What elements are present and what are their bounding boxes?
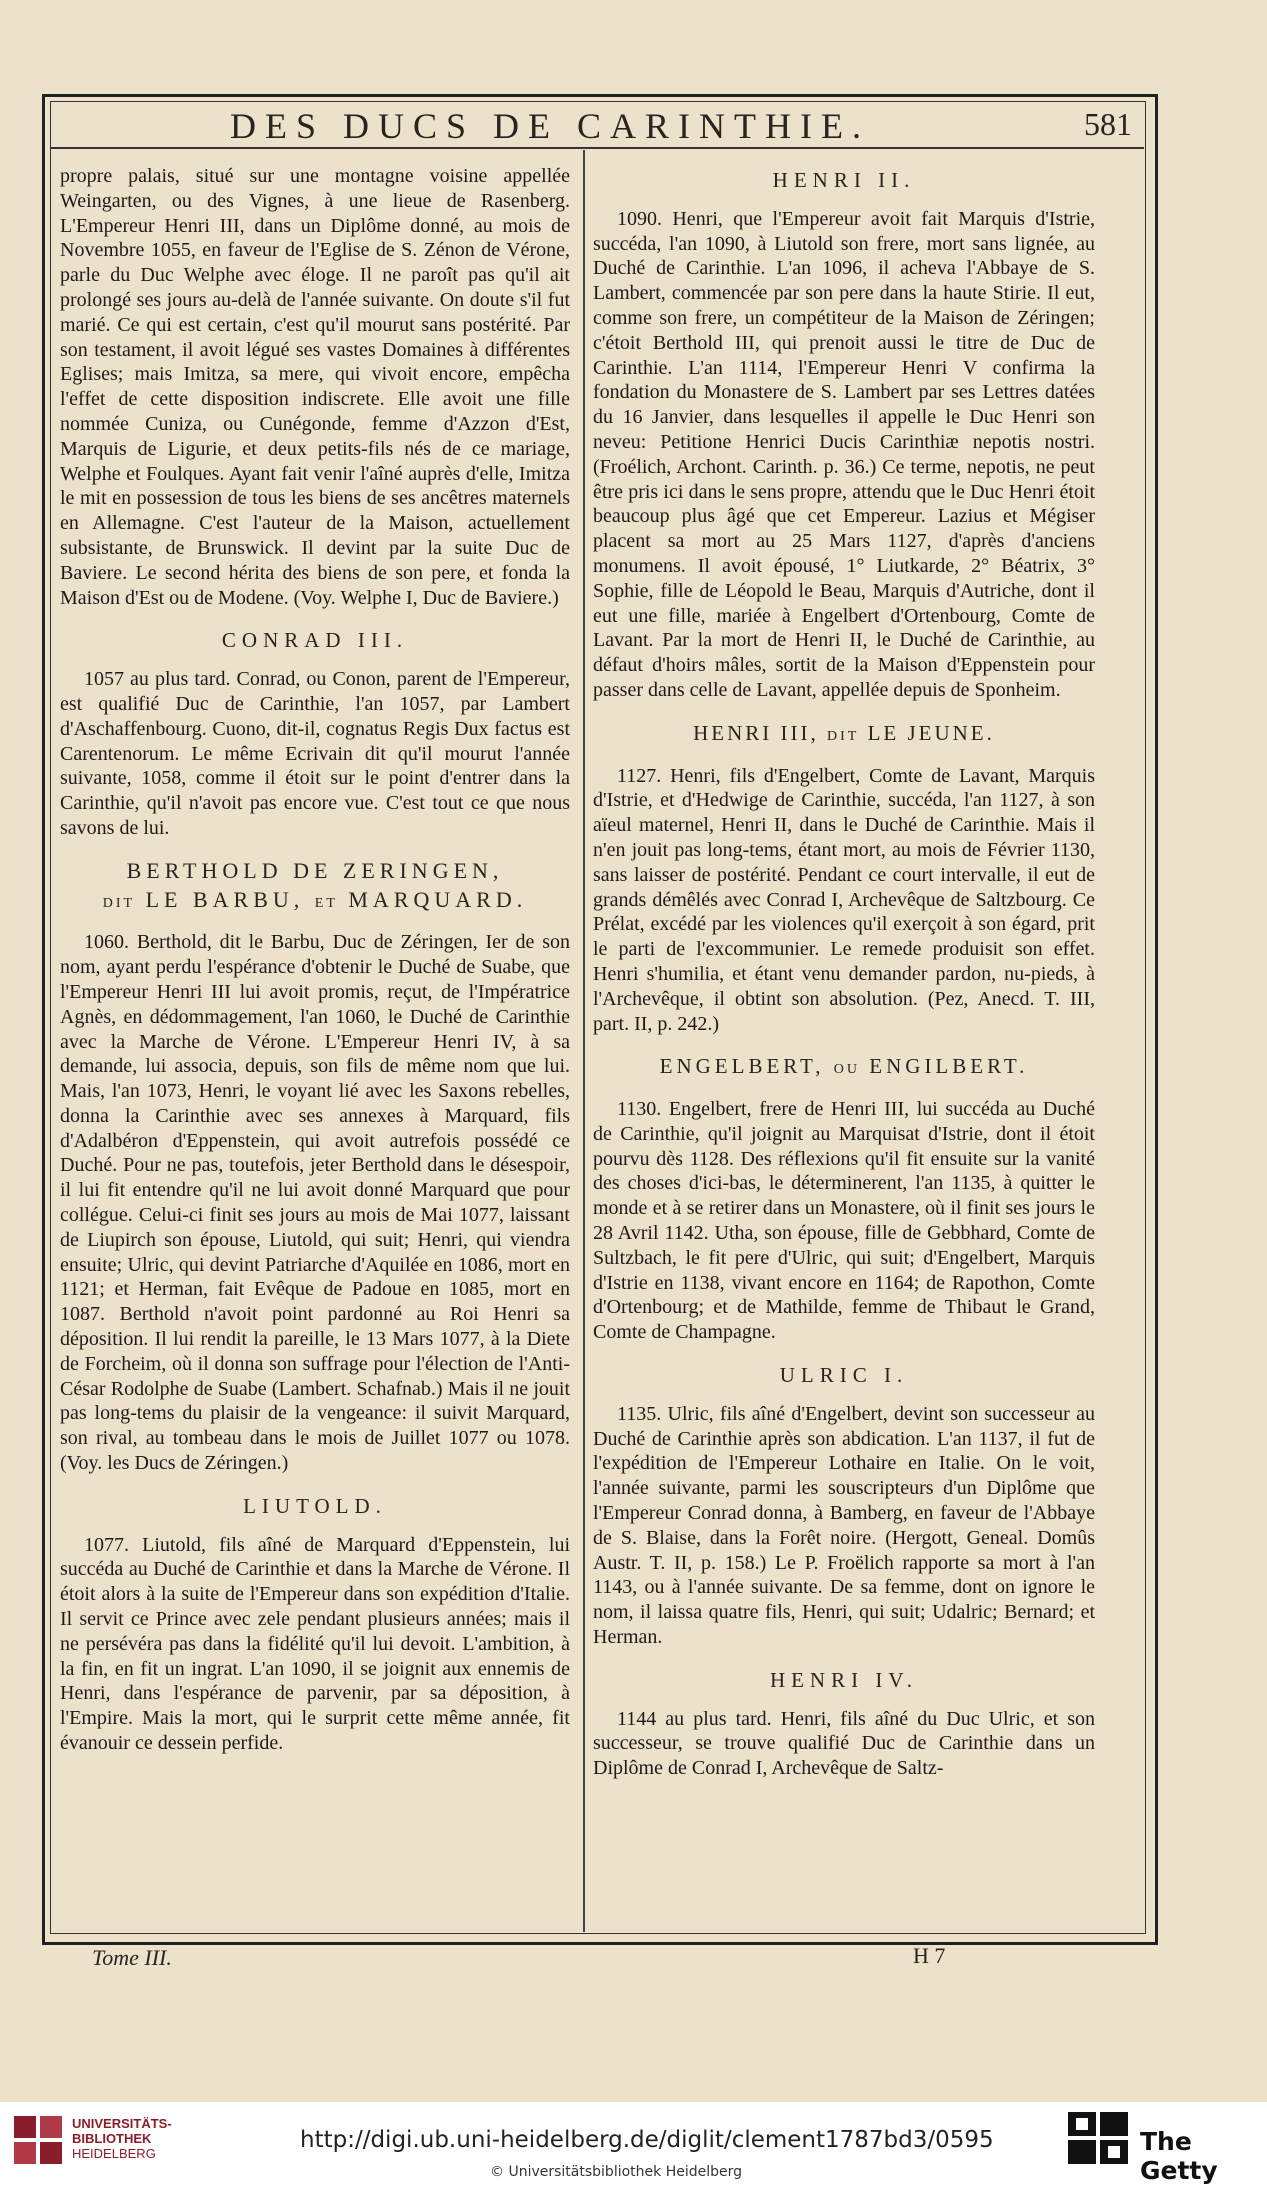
getty-name: The Getty [1140, 2127, 1218, 2185]
henri4-paragraph: 1144 au plus tard. Henri, fils aîné du Duc Ulric, et son successeur, se trouve qualifié Duc de Carinthie dans un Diplôme de Conrad I, Archevêque de Saltz- [593, 1707, 1095, 1780]
sheet-signature: H 7 [913, 1943, 946, 1968]
henri2-paragraph: 1090. Henri, que l'Empereur avoit fait Marquis d'Istrie, succéda, l'an 1090, à Liutold son frere, mort sans lignée, au Duché de Carinthie. L'an 1096, il acheva l'Abbaye de S. Lambert, commencée par son pere dans la haute Stirie. Il eut, comme son frere, un compétiteur de la Maison de Zéringen; c'étoit Berthold III, qui prenoit aussi le titre de Duc de Carinthie. L'an 1114, l'Empereur Henri V confirma la fondation du Monastere de S. Lambert par ses Lettres datées du 16 Janvier, dans lesquelles il appelle le Duc Henri son neveu: Petitione Henrici Ducis Carinthiæ nepotis nostri. (Froélich, Archont. Carinth. p. 36.) Ce terme, nepotis, ne peut être pris ici dans le sens propre, attendu que le Duc Henri étoit beaucoup plus âgé que cet Empereur. Lazius et Mégiser placent sa mort au 25 Mars 1127, d'après d'anciens monumens. Il avoit épousé, 1° Liutkarde, 2° Béatrix, 3° Sophie, fille de Léopold le Beau, Marquis d'Autriche, dont il eut une fille, mariée à Engelbert d'Ortenbourg, Comte de Lavant. Par la mort de Henri II, le Duché de Carinthie, au défaut d'hoirs mâles, sortit de la Maison d'Eppenstein pour passer dans celle de Lavant, appellée depuis de Sponheim. [593, 207, 1095, 701]
liutold-paragraph: 1077. Liutold, fils aîné de Marquard d'Eppenstein, lui succéda au Duché de Carinthie et dans la Marche de Vérone. Il étoit alors à la suite de l'Empereur dans son expédition d'Italie. Il servit ce Prince avec zele pendant plusieurs années; mais il ne persévéra pas dans la fidélité qu'il lui devoit. L'ambition, à la fin, en fit un ingrat. L'an 1090, il se joignit aux ennemis de Henri, dans l'espérance de parvenir, par sa déposition, à l'Empire. Mais la mort, qui le surprit cette même année, fit évanouir ce dessein perfide. [60, 1533, 570, 1755]
henri3-heading-name: HENRI III, [693, 720, 819, 745]
permalink-url[interactable]: http://digi.ub.uni-heidelberg.de/diglit/clement1787bd3/0595 [300, 2127, 994, 2153]
marquard-label: MARQUARD. [348, 886, 528, 912]
engelbert-paragraph: 1130. Engelbert, frere de Henri III, lui succéda au Duché de Carinthie, qu'il joignit au Marquisat d'Istrie, dont il étoit pourvu dès 1128. Des réflexions qu'il fit ensuite sur la vanité des choses d'ici-bas, le déterminerent, l'an 1135, à quitter le monde et à se retirer dans un Monastere, où il finit ses jours le 28 Avril 1142. Utha, son épouse, fille de Gebbhard, Comte de Sultzbach, le fit pere d'Ulric, qui suit; d'Engelbert, Marquis d'Istrie en 1138, vivant encore en 1164; de Rapothon, Comte d'Ortenbourg; et de Mathilde, femme de Thibaut le Grand, Comte de Champagne. [593, 1098, 1095, 1344]
berthold-heading [60, 859, 570, 884]
library-name-line1: UNIVERSITÄTS- [72, 2116, 172, 2131]
getty-logo-icon [1066, 2110, 1130, 2166]
henri4-heading: HENRI IV. [769, 1667, 919, 1692]
copyright-notice: © Universitätsbibliothek Heidelberg [490, 2164, 743, 2180]
dit-label: DIT [102, 895, 136, 911]
left-column [60, 164, 570, 1756]
et-label: ET [314, 895, 338, 911]
le-barbu-label: LE BARBU, [145, 886, 305, 912]
university-library-logo-icon [12, 2112, 64, 2170]
berthold-paragraph: 1060. Berthold, dit le Barbu, Duc de Zéringen, Ier de son nom, ayant perdu l'espérance d'obtenir le Duché de Suabe, que l'Empereur Henri III lui avoit promis, reçut, de l'Impératrice Agnès, en dédommagement, l'an 1060, le Duché de Carinthie avec la Marche de Vérone. L'Empereur Henri IV, à sa demande, lui associa, depuis, son fils de même nom que lui. Mais, l'an 1073, Henri, le voyant lié avec les Saxons rebelles, donna la Carinthie avec ses annexes à Marquard, fils d'Adalbéron d'Eppenstein, qui avoit autrefois possédé ce Duché. Pour ne pas, toutefois, jeter Berthold dans le désespoir, il lui fit entendre qu'il ne lui avoit donné Marquard que pour collégue. Celui-ci finit ses jours au mois de Mai 1077, laissant de Liupirch son épouse, Liutold, qui suit; Henri, qui viendra ensuite; Ulric, qui devint Patriarche d'Aquilée en 1086, mort en 1121; et Herman, fait Evêque de Padoue en 1085, mort en 1087. Berthold n'avoit point pardonné au Roi Henri sa déposition. Il lui rendit la pareille, le 13 Mars 1077, à la Diete de Forcheim, où il donna son suffrage pour l'élection de l'Anti-César Rodolphe de Suabe (Lambert. Schafnab.) Mais il ne jouit pas long-tems du plaisir de la vengeance: il suivit Marquard, son rival, au tombeau dans le mois de Juillet 1077 ou 1078. (Voy. les Ducs de Zéringen.) [60, 931, 570, 1475]
henri3-heading [593, 721, 1095, 750]
library-name [72, 2116, 172, 2161]
right-column [593, 164, 1095, 1781]
engelbert-heading-name: ENGELBERT, [659, 1054, 825, 1079]
ulric-paragraph: 1135. Ulric, fils aîné d'Engelbert, devint son successeur au Duché de Carinthie après son abdication. L'an 1137, il fut de l'expédition de l'Empereur Lothaire en Italie. On le voit, l'année suivante, parmi les souscripteurs d'un Diplôme que l'Empereur Conrad donna, à Bamberg, en faveur de l'Abbaye de S. Blaise, dans la Forêt noire. (Hergott, Geneal. Domûs Austr. T. II, p. 158.) Le P. Froëlich rapporte sa mort à l'an 1143, ou à l'année suivante. De sa femme, dont on ignore le nom, il laissa quatre fils, Henri, qui suit; Udalric; Bernard; et Herman. [593, 1402, 1095, 1649]
conrad-paragraph: 1057 au plus tard. Conrad, ou Conon, parent de l'Empereur, est qualifié Duc de Carinthie, l'an 1057, par Lambert d'Aschaffenbourg. Cuono, dit-il, cognatus Regis Dux factus est Carentenorum. Le même Ecrivain dit qu'il mourut l'année suivante, 1058, comme il étoit sur le point d'entrer dans la Carinthie, qu'il n'avoit pas encore vue. C'est tout ce que nous savons de lui. [60, 668, 570, 839]
library-name-line2: BIBLIOTHEK [72, 2131, 152, 2146]
ulric-heading: ULRIC I. [779, 1363, 909, 1388]
library-name-line3: HEIDELBERG [72, 2146, 156, 2161]
conrad-heading: CONRAD III. [221, 628, 409, 653]
berthold-subheading [60, 888, 570, 917]
henri3-heading-epithet: LE JEUNE. [867, 720, 995, 745]
intro-paragraph: propre palais, situé sur une montagne voisine appellée Weingarten, ou des Vignes, à une lieue de Rasenberg. L'Empereur Henri III, dans un Diplôme donné, au mois de Novembre 1055, en faveur de l'Eglise de S. Zénon de Vérone, parle du Duc Welphe avec éloge. Il ne paroît pas qu'il ait prolongé ses jours au-delà de l'année suivante. On doute s'il fut marié. Ce qui est certain, c'est qu'il mourut sans postérité. Par son testament, il avoit légué ses vastes Domaines à différentes Eglises; mais Imitza, sa mere, qui vivoit encore, empêcha l'effet de cette disposition indiscrete. Elle avoit une fille nommée Cuniza, ou Cunégonde, femme d'Azzon d'Est, Marquis de Ligurie, et deux petits-fils nés de ce mariage, Welphe et Foulques. Ayant fait venir l'aîné auprès d'elle, Imitza le mit en possession de tous les biens de ses ancêtres maternels en Allemagne. C'est l'auteur de la Maison, actuellement subsistante, de Brunswick. Il devint par la suite Duc de Baviere. Le second hérita des biens de son pere, et fonda la Maison d'Est ou de Modene. (Voy. Welphe I, Duc de Baviere.) [60, 165, 570, 609]
henri3-paragraph: 1127. Henri, fils d'Engelbert, Comte de Lavant, Marquis d'Istrie, et d'Hedwige de Carinthie, succéda, l'an 1127, à son aïeul maternel, Henri II, dans le Duché de Carinthie. Mais il n'en jouit pas long-tems, étant mort, au mois de Février 1130, sans laisser de postérité. Pendant ce court intervalle, il eut de grands démêlés avec Conrad I, Archevêque de Saltzbourg. Ce Prélat, excédé par les violences qu'il exerçoit à son égard, prit le parti de l'excommunier. Le remede produisit son effet. Henri s'humilia, et étant venu demander pardon, nu-pieds, à l'Archevêque, il obtint son absolution. (Pez, Anecd. T. III, part. II, p. 242.) [593, 764, 1095, 1035]
engelbert-heading-ou: OU [833, 1062, 861, 1078]
running-title: DES DUCS DE CARINTHIE. [229, 106, 870, 146]
berthold-heading-line1: BERTHOLD DE ZERINGEN, [126, 857, 504, 883]
engelbert-heading [593, 1054, 1095, 1083]
page-number: 581 [1084, 106, 1132, 142]
column-divider [583, 150, 585, 1932]
henri2-heading: HENRI II. [772, 168, 916, 192]
liutold-heading: LIUTOLD. [243, 1493, 387, 1518]
engelbert-heading-alt: ENGILBERT. [869, 1054, 1029, 1079]
henri3-heading-dit: DIT [826, 728, 860, 744]
volume-signature: Tome III. [92, 1945, 172, 1970]
